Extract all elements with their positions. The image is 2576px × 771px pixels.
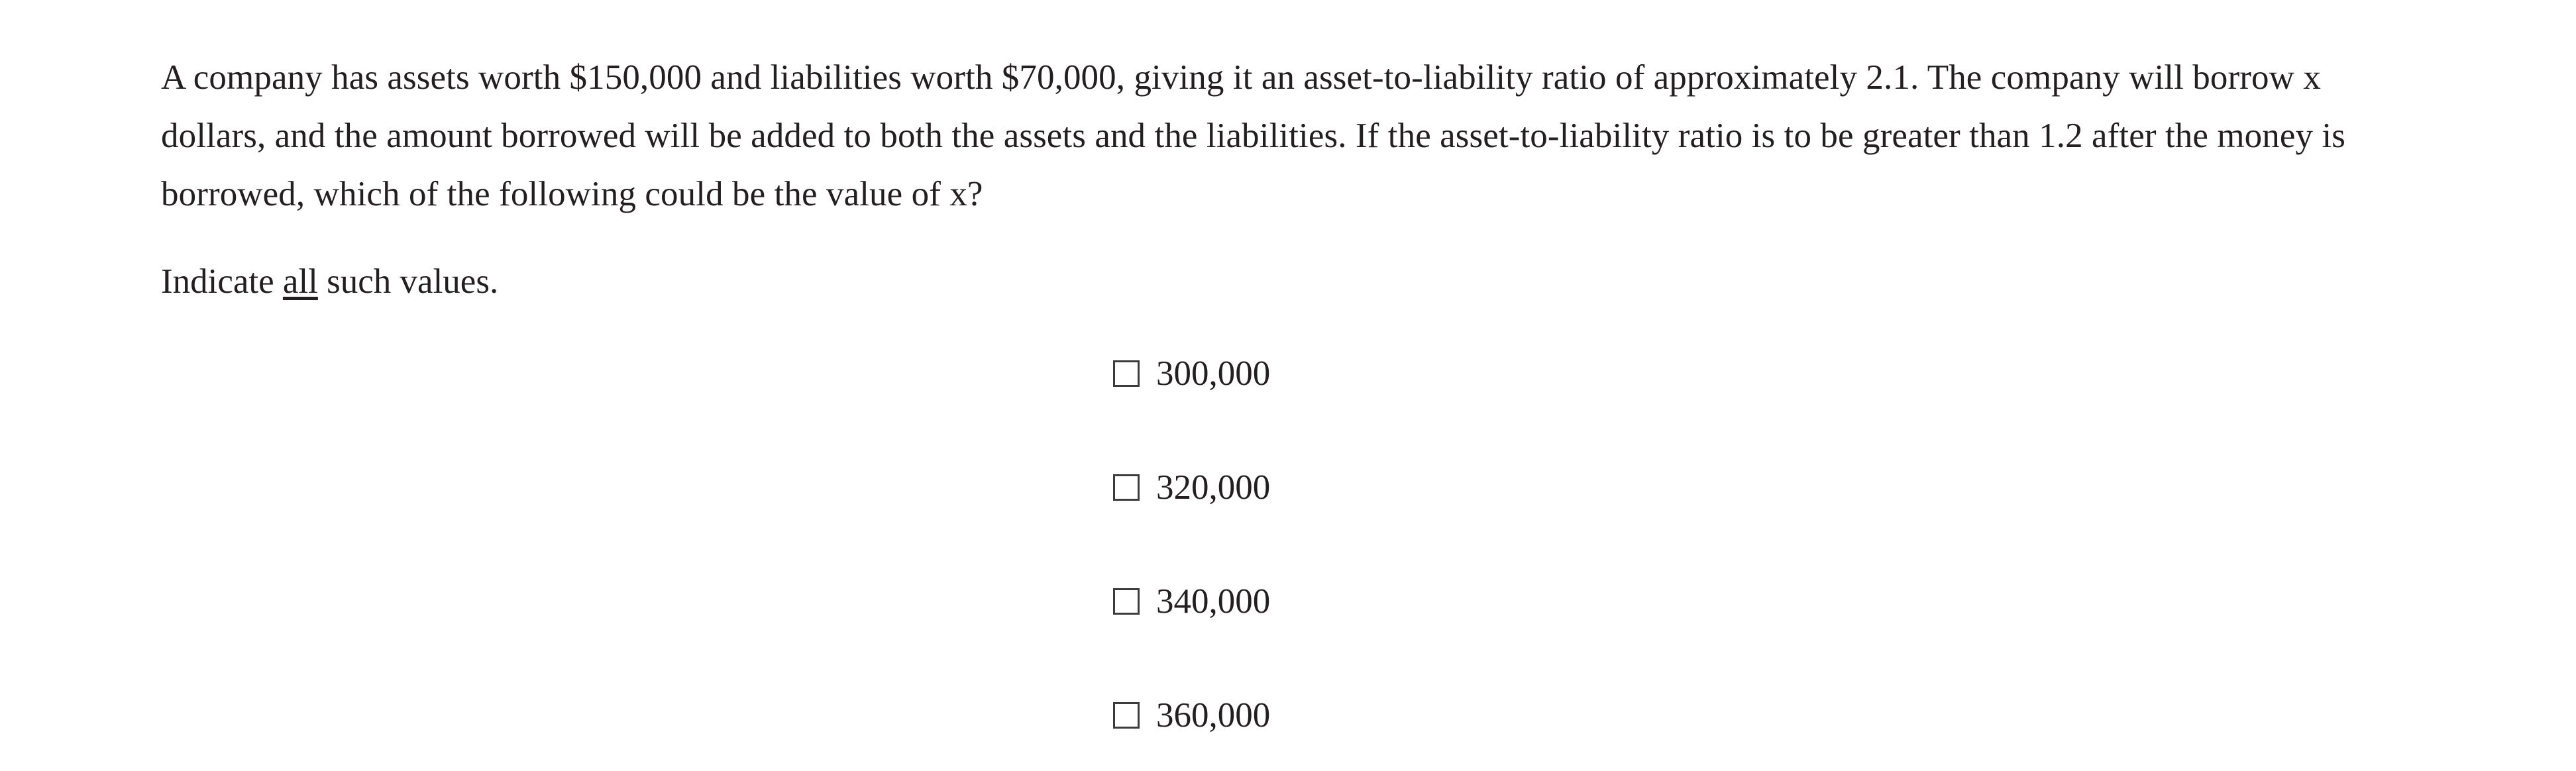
checkbox-icon[interactable]: [1113, 474, 1140, 501]
option-label: 360,000: [1156, 695, 1271, 735]
checkbox-icon[interactable]: [1113, 702, 1140, 729]
option-label: 340,000: [1156, 582, 1271, 621]
option-row[interactable]: [1113, 572, 1908, 631]
option-row[interactable]: [1113, 344, 1908, 403]
question-stem: A company has assets worth $150,000 and liabilities worth $70,000, giving it an asset-to-liability ratio of approximately 2.1. The company will borrow x dollars, and the amount borrowed will be added to both the assets and the liabilities. If the asset-to-liability ratio is to be greater than 1.2 after the money is borrowed, which of the following could be the value of x?: [161, 58, 2345, 213]
option-label: 320,000: [1156, 468, 1271, 507]
instruction-emphasis: all: [282, 262, 318, 301]
instruction-prefix: Indicate: [161, 262, 283, 301]
checkbox-icon[interactable]: [1113, 360, 1140, 387]
answer-options-list: [1113, 344, 1908, 745]
option-row[interactable]: [1113, 686, 1908, 745]
question-stem-block: [161, 49, 2387, 224]
option-row[interactable]: [1113, 458, 1908, 517]
option-label: 300,000: [1156, 354, 1271, 393]
question-instruction: [161, 254, 498, 310]
instruction-suffix: such values.: [317, 262, 499, 301]
checkbox-icon[interactable]: [1113, 588, 1140, 615]
